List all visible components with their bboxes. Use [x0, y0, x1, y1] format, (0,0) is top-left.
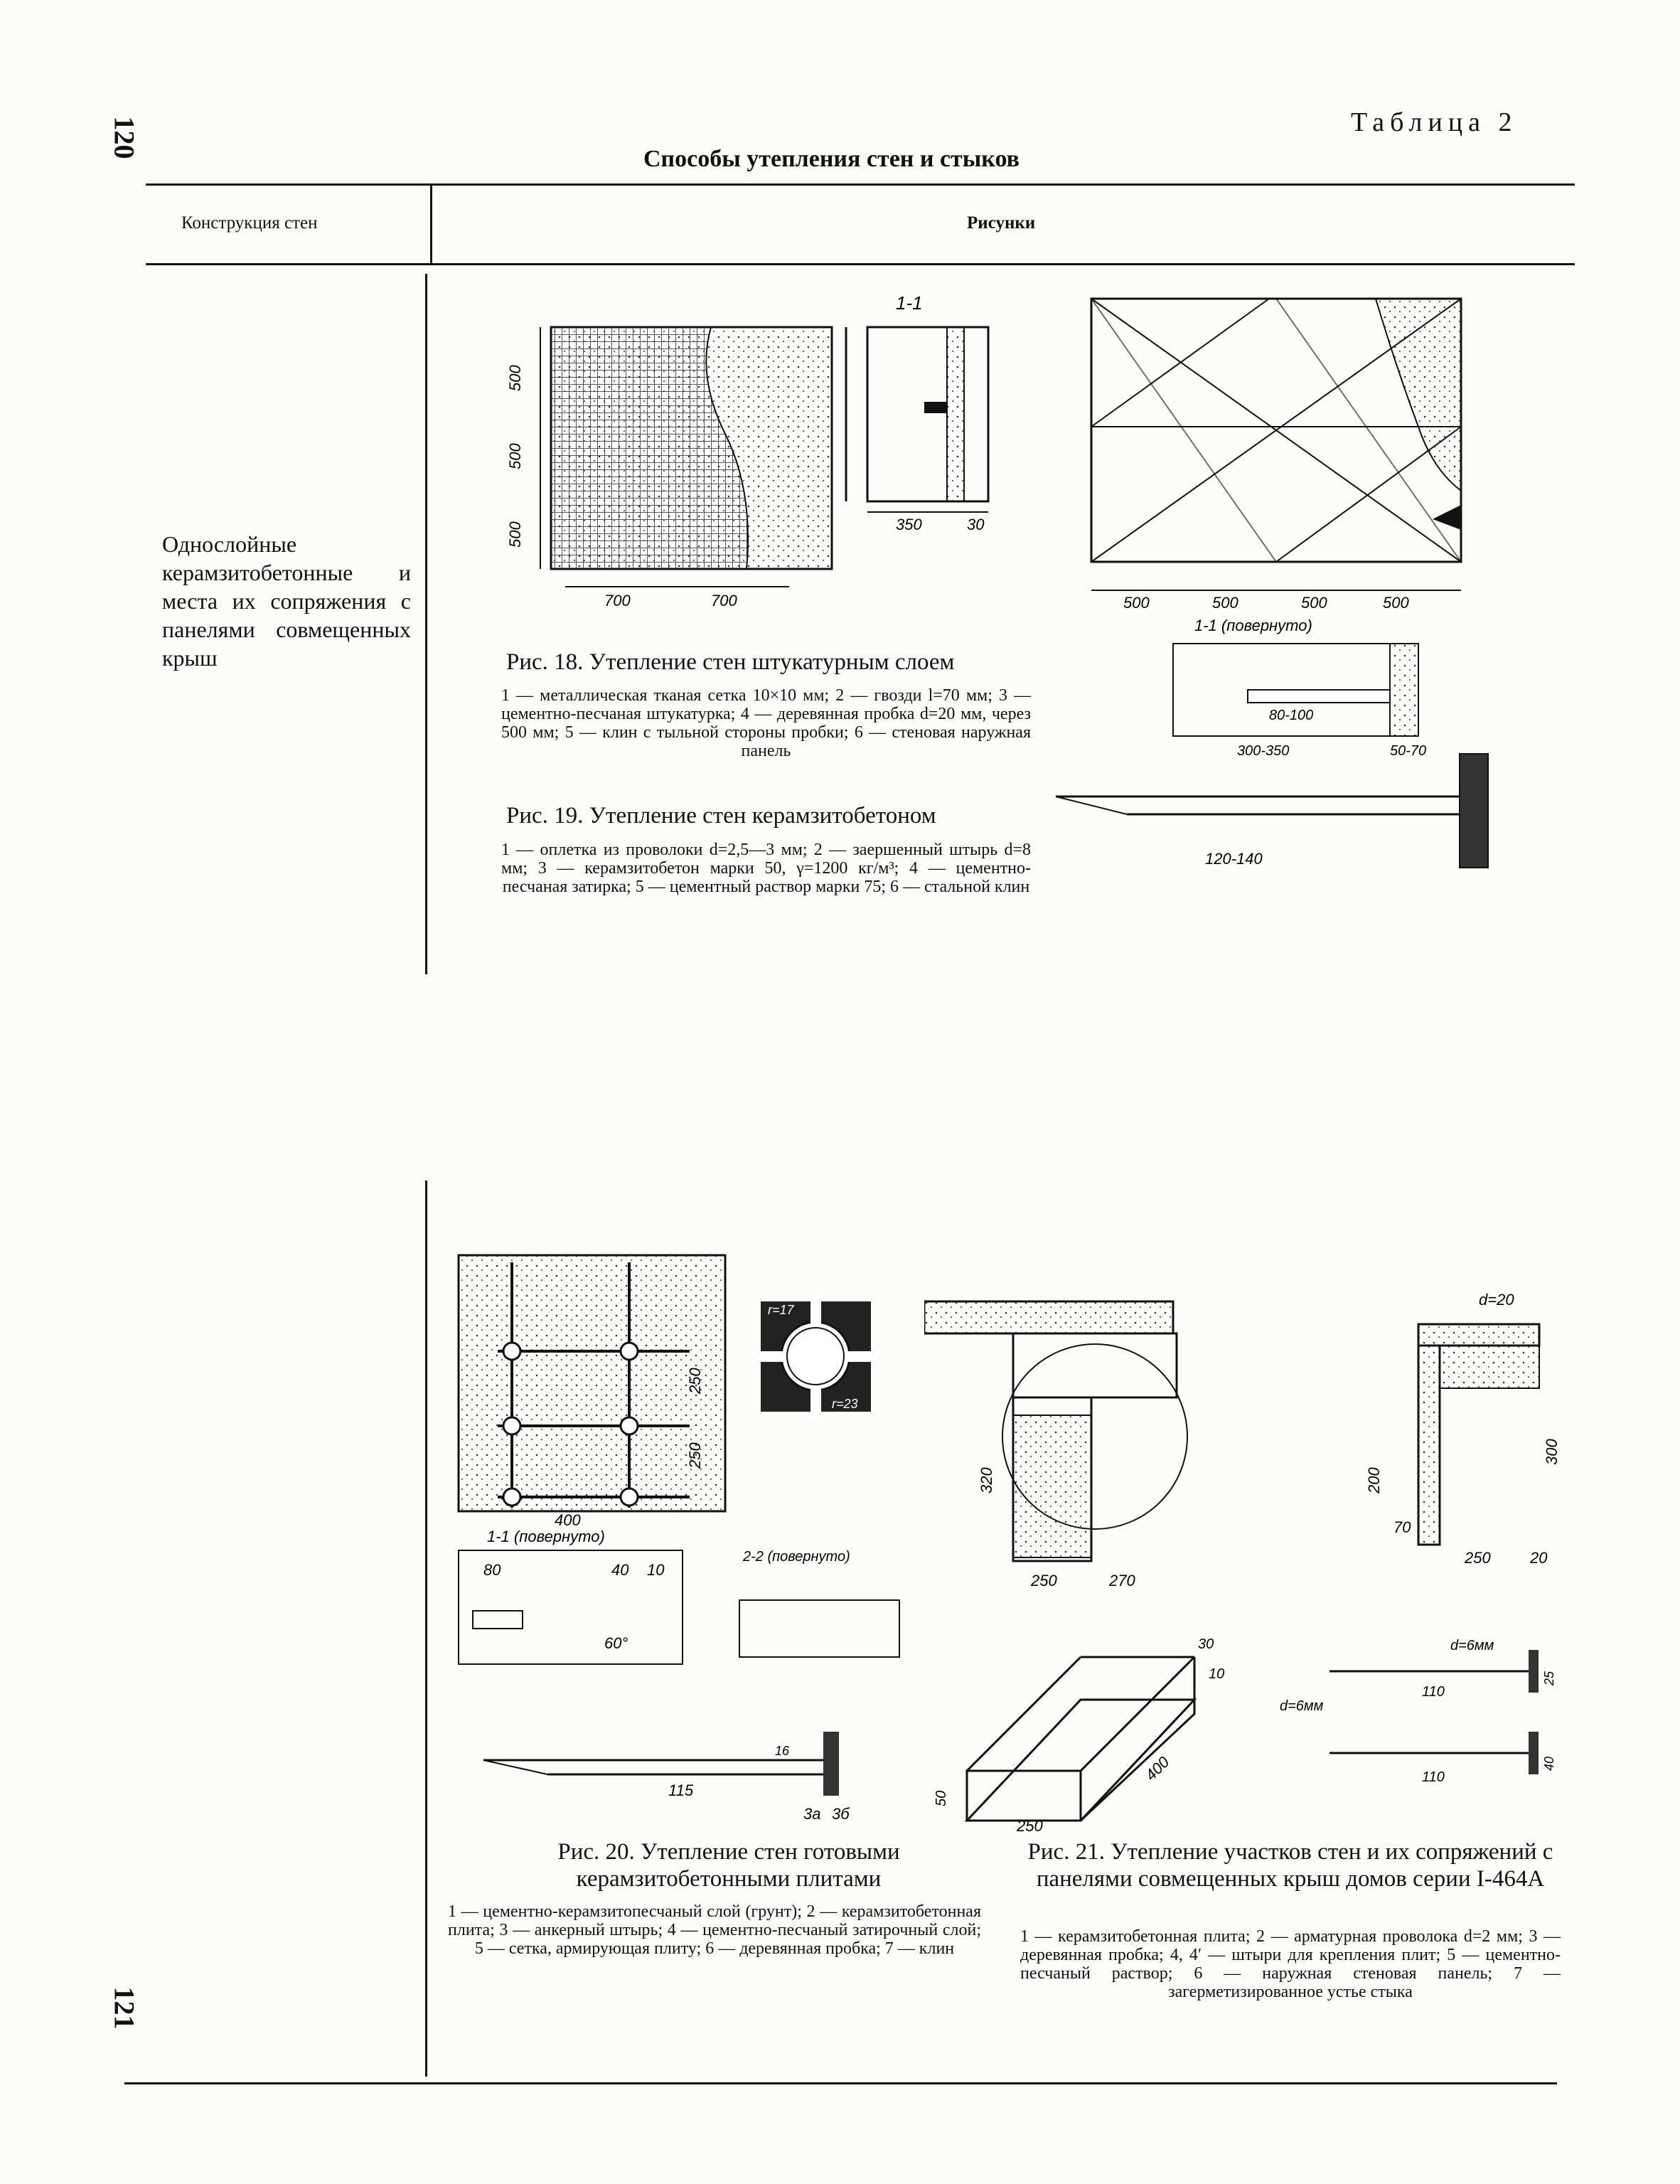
table-top-rule — [146, 183, 1575, 186]
fig21-dim-250-c: 250 — [1017, 1817, 1043, 1835]
table-column-divider-top — [430, 183, 432, 265]
fig18-dim-700-a: 700 — [604, 592, 631, 609]
fig21-dim-250-b: 250 — [1465, 1549, 1491, 1567]
fig18-dim-350: 350 — [896, 516, 922, 533]
fig20-section-2-2: 2-2 (повернуто) — [743, 1549, 850, 1565]
fig21-dim-400: 400 — [1141, 1752, 1173, 1784]
fig18-dim-500-a: 500 — [506, 365, 524, 391]
fig20-dim-16: 16 — [775, 1744, 790, 1758]
fig20-dim-250-b: 250 — [686, 1442, 704, 1469]
fig20-dim-40: 40 — [611, 1561, 629, 1579]
fig21-dim-300: 300 — [1543, 1439, 1561, 1465]
fig19-dim-500-d: 500 — [1383, 594, 1409, 612]
fig20-dim-80: 80 — [483, 1561, 501, 1579]
fig19-dim-120-140: 120-140 — [1205, 850, 1263, 868]
fig20-label-3b: 3б — [832, 1805, 850, 1823]
fig21-dim-25: 25 — [1542, 1671, 1556, 1685]
fig21-dim-d6-b: d=6мм — [1280, 1698, 1324, 1714]
fig21-dim-30: 30 — [1198, 1636, 1214, 1652]
fig20-dim-r23: r=23 — [832, 1397, 858, 1411]
fig20-section-1-1: 1-1 (повернуто) — [487, 1528, 605, 1545]
fig18-dim-700-b: 700 — [711, 592, 737, 609]
fig18-drawing — [498, 284, 995, 612]
fig19-dim-500-c: 500 — [1301, 594, 1327, 612]
fig21-dim-40: 40 — [1542, 1756, 1556, 1771]
fig19-dim-80-100: 80-100 — [1269, 708, 1314, 723]
column-header-figures: Рисунки — [967, 213, 1036, 233]
fig18-dim-500-c: 500 — [506, 521, 524, 548]
wall-construction-cell: Однослойные керамзитобетонные и места их сопряжения с панелями совмещенных крыш — [162, 531, 411, 671]
fig20-dim-r17: r=17 — [768, 1303, 794, 1317]
fig21-dim-250-a: 250 — [1031, 1572, 1057, 1589]
fig21-dim-110-a: 110 — [1422, 1684, 1445, 1700]
fig21-dim-20: 20 — [1530, 1549, 1548, 1567]
table-title: Способы утепления стен и стыков — [643, 146, 1020, 172]
fig20-dim-10: 10 — [647, 1561, 665, 1579]
fig20-dim-115: 115 — [668, 1781, 694, 1799]
fig19-drawing — [1034, 284, 1546, 882]
table-header-rule — [146, 263, 1575, 265]
fig21-drawing — [924, 1280, 1564, 1835]
fig21-dim-270: 270 — [1109, 1572, 1135, 1589]
fig18-caption: Рис. 18. Утепление стен штукатурным слоем — [506, 649, 955, 675]
fig18-legend: 1 — металлическая тканая сетка 10×10 мм; 2 — гвозди l=70 мм; 3 — цементно-песчаная штукатурка; 4 — деревянная пробка d=20 мм, через 500 мм; 5 — клин с тыльной стороны пробки; 6 — стеновая наружная панель — [501, 686, 1031, 760]
fig21-dim-d20: d=20 — [1479, 1291, 1514, 1309]
fig20-dim-250-a: 250 — [686, 1368, 704, 1394]
fig18-dim-30: 30 — [967, 516, 985, 533]
table-column-divider-upper — [425, 274, 427, 974]
fig21-dim-320: 320 — [978, 1467, 995, 1493]
page-number-top: 120 — [108, 116, 141, 159]
page-number-bottom: 121 — [108, 1986, 141, 2030]
table-label: Таблица 2 — [1351, 107, 1518, 137]
fig21-dim-d6-a: d=6мм — [1450, 1638, 1494, 1653]
fig20-caption: Рис. 20. Утепление стен готовыми керамзитобетонными плитами — [557, 1839, 900, 1892]
fig21-dim-10: 10 — [1209, 1666, 1225, 1682]
column-header-construction: Конструкция стен — [181, 213, 318, 233]
fig21-dim-110-b: 110 — [1422, 1769, 1445, 1785]
fig21-dim-200: 200 — [1365, 1467, 1383, 1493]
fig20-dim-60deg: 60° — [604, 1634, 628, 1652]
fig20-legend: 1 — цементно-керамзитопесчаный слой (грунт); 2 — керамзитобетонная плита; 3 — анкерный штырь; 4 — цементно-песчаный затирочный слой; 5 — сетка, армирующая плиту; 6 — деревянная пробка; 7 — клин — [448, 1902, 981, 1958]
table-bottom-rule — [124, 2082, 1557, 2084]
fig20-label-3a: 3а — [803, 1805, 821, 1823]
fig19-dim-50-70: 50-70 — [1390, 743, 1427, 759]
fig18-section-label: 1-1 — [896, 292, 923, 314]
table-column-divider-lower — [425, 1181, 427, 2077]
fig19-legend: 1 — оплетка из проволоки d=2,5—3 мм; 2 — заершенный штырь d=8 мм; 3 — керамзитобетон марки 50, γ=1200 кг/м³; 4 — цементно-песчаная затирка; 5 — цементный раствор марки 75; 6 — стальной клин — [501, 841, 1031, 896]
fig20-dim-400: 400 — [555, 1511, 581, 1529]
fig19-caption: Рис. 19. Утепление стен керамзитобетоном — [506, 803, 936, 829]
fig21-dim-50: 50 — [933, 1790, 949, 1806]
fig21-dim-70: 70 — [1393, 1518, 1411, 1536]
fig19-dim-500-b: 500 — [1212, 594, 1238, 612]
fig18-dim-500-b: 500 — [506, 443, 524, 469]
fig21-caption: Рис. 21. Утепление участков стен и их сопряжений с панелями совмещенных крыш домов серии I-464А — [1027, 1839, 1553, 1892]
fig19-section-label: 1-1 (повернуто) — [1194, 617, 1312, 634]
fig19-dim-300-350: 300-350 — [1237, 743, 1290, 759]
fig19-dim-500-a: 500 — [1123, 594, 1150, 612]
fig21-legend: 1 — керамзитобетонная плита; 2 — арматурная проволока d=2 мм; 3 — деревянная пробка; 4, 4′ — штыри для крепления плит; 5 — цементно-песчаный раствор; 6 — наружная стеновая панель; 7 — загерметизированное устье стыка — [1020, 1927, 1561, 2001]
fig20-drawing — [455, 1223, 946, 1828]
